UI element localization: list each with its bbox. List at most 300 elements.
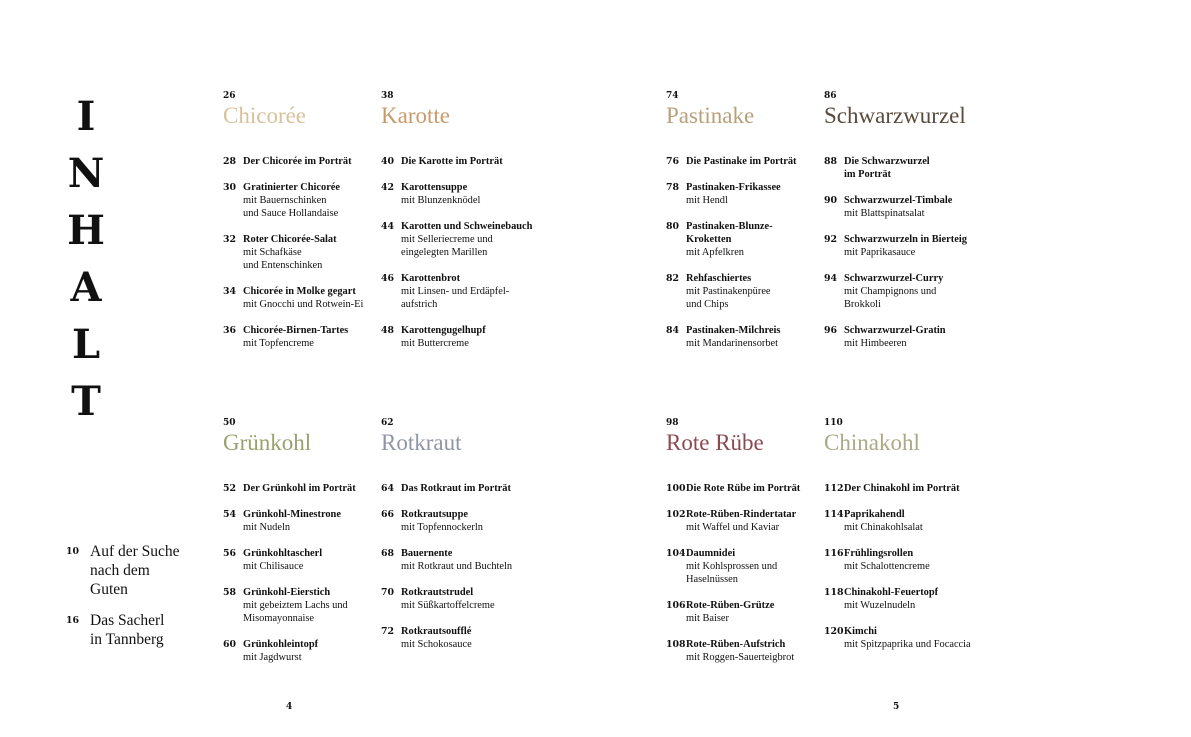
entry-subtitle-line: mit Spitzpaprika und Focaccia — [844, 639, 971, 650]
entry-subtitle-line: mit Hendl — [686, 195, 728, 206]
entry-body — [844, 155, 974, 181]
entry-subtitle-line: mit Rotkraut und Buchteln — [401, 561, 513, 572]
entry-subtitle-line: mit Süßkartoffelcreme — [401, 600, 495, 611]
intro-page-number: 10 — [66, 546, 80, 557]
entry-subtitle — [686, 285, 816, 311]
entry-body — [401, 181, 531, 207]
entry-page-number: 46 — [381, 273, 395, 284]
entry-page-number: 30 — [223, 182, 237, 193]
entry-title — [686, 324, 816, 337]
entry-page-number: 116 — [824, 548, 844, 559]
entry-subtitle-line: mit Jagdwurst — [243, 652, 302, 663]
intro-title-line: Das Sacherl — [90, 612, 165, 629]
entry-page-number: 54 — [223, 509, 237, 520]
title-letter: N — [67, 150, 105, 197]
section-page-number: 62 — [381, 418, 394, 428]
entry-title-line: Grünkohl-Eierstich — [243, 587, 331, 598]
entry-subtitle-line: mit gebeiztem Lachs und — [243, 600, 348, 611]
section-title: Chicorée — [223, 103, 307, 128]
entry-title-line: Paprikahendl — [844, 509, 905, 520]
section-title: Pastinake — [666, 103, 755, 128]
entry-title-line: Karotten und Schweinebauch — [401, 221, 533, 232]
entry-title — [844, 194, 974, 207]
section-title: Schwarzwurzel — [824, 103, 966, 128]
entry-title-line: Schwarzwurzel-Curry — [844, 273, 944, 284]
toc-entry — [666, 272, 816, 311]
entry-body — [243, 285, 373, 311]
section-schwarzwurzel — [824, 90, 974, 363]
entry-subtitle — [844, 337, 974, 350]
entry-title-line: Kimchi — [844, 626, 877, 637]
toc-entry — [223, 155, 373, 168]
entry-body — [686, 547, 816, 586]
entry-title-line: Rotkrautsuppe — [401, 509, 468, 520]
entry-subtitle — [686, 560, 816, 586]
entry-body — [844, 272, 974, 311]
entry-page-number: 44 — [381, 221, 395, 232]
toc-entry — [223, 482, 373, 495]
entry-title-line: Schwarzwurzeln in Bierteig — [844, 234, 967, 245]
entry-title — [686, 220, 816, 246]
entry-body — [401, 324, 531, 350]
entry-title — [686, 181, 816, 194]
entry-subtitle-line: mit Apfelkren — [686, 247, 745, 258]
entry-body — [401, 586, 531, 612]
entry-subtitle — [243, 651, 373, 664]
entry-subtitle-line: Brokkoli — [844, 299, 881, 310]
toc-entry — [381, 586, 531, 612]
intro-title-line: Guten — [90, 581, 128, 598]
toc-entry — [824, 233, 974, 259]
toc-entry — [666, 220, 816, 259]
entry-body — [844, 233, 974, 259]
intro-list — [66, 542, 206, 661]
entry-title-line: Rotkrautstrudel — [401, 587, 474, 598]
entry-subtitle-line: mit Chilisauce — [243, 561, 304, 572]
entry-body — [243, 155, 373, 168]
entry-subtitle-line: Haselnüssen — [686, 574, 738, 585]
entry-title — [401, 586, 531, 599]
entry-title-line: im Porträt — [844, 169, 892, 180]
entry-subtitle — [401, 337, 531, 350]
entry-subtitle-line: und Chips — [686, 299, 729, 310]
entry-subtitle-line: mit Wuzelnudeln — [844, 600, 916, 611]
entry-subtitle — [243, 599, 373, 625]
entry-title — [243, 586, 373, 599]
toc-entry — [223, 547, 373, 573]
entry-title — [243, 285, 373, 298]
entry-subtitle-line: mit Buttercreme — [401, 338, 469, 349]
entry-subtitle-line: mit Waffel und Kaviar — [686, 522, 780, 533]
entry-body — [686, 324, 816, 350]
entry-page-number: 82 — [666, 273, 680, 284]
section-title: Chinakohl — [824, 430, 920, 455]
section-rote-ruebe — [666, 417, 816, 677]
toc-entry — [381, 272, 531, 311]
entry-title-line: Der Chicorée im Porträt — [243, 156, 352, 167]
entry-body — [243, 586, 373, 625]
entry-title-line: Der Grünkohl im Porträt — [243, 483, 356, 494]
entry-subtitle — [844, 207, 974, 220]
entry-title-line: Karottensuppe — [401, 182, 468, 193]
toc-entry — [666, 324, 816, 350]
entry-title — [844, 324, 974, 337]
toc-entry — [223, 285, 373, 311]
entry-title-line: Karottengugelhupf — [401, 325, 486, 336]
entry-page-number: 80 — [666, 221, 680, 232]
entry-body — [401, 482, 531, 495]
toc-entry — [824, 272, 974, 311]
entry-subtitle — [243, 337, 373, 350]
entry-page-number: 96 — [824, 325, 838, 336]
entry-subtitle-line: mit Mandarinensorbet — [686, 338, 779, 349]
entry-subtitle-line: mit Pastinakenpüree — [686, 286, 771, 297]
entry-page-number: 108 — [666, 639, 686, 650]
entry-title-line: Der Chinakohl im Porträt — [844, 483, 960, 494]
entry-title — [844, 625, 974, 638]
toc-entry — [381, 155, 531, 168]
entry-title-line: Chicorée in Molke gegart — [243, 286, 356, 297]
entry-subtitle-line: mit Himbeeren — [844, 338, 907, 349]
intro-title-line: Auf der Suche — [90, 543, 180, 560]
entry-page-number: 90 — [824, 195, 838, 206]
entry-title — [686, 508, 816, 521]
entry-title — [844, 482, 974, 495]
entry-page-number: 64 — [381, 483, 395, 494]
section-title: Karotte — [381, 103, 450, 128]
section-page-number: 38 — [381, 91, 394, 101]
toc-entry — [824, 586, 974, 612]
entry-body — [844, 547, 974, 573]
page-number-right: 5 — [893, 702, 900, 712]
entry-subtitle-line: und Entenschinken — [243, 260, 323, 271]
entry-page-number: 70 — [381, 587, 395, 598]
entry-body — [243, 547, 373, 573]
entry-subtitle-line: aufstrich — [401, 299, 438, 310]
entry-body — [686, 181, 816, 207]
entry-body — [686, 482, 816, 495]
title-letter: T — [71, 378, 101, 425]
toc-entry — [381, 324, 531, 350]
toc-entry — [381, 482, 531, 495]
toc-entry — [381, 625, 531, 651]
section-gruenkohl — [223, 417, 373, 677]
entry-title — [401, 482, 531, 495]
section-page-number: 110 — [824, 418, 843, 428]
section-pastinake — [666, 90, 816, 363]
title-letter: H — [67, 207, 105, 254]
intro-title — [90, 611, 164, 649]
entry-title-line: Gratinierter Chicorée — [243, 182, 341, 193]
entry-page-number: 68 — [381, 548, 395, 559]
section-karotte — [381, 90, 531, 363]
toc-entry — [381, 220, 531, 259]
entry-subtitle-line: mit Schafkäse — [243, 247, 302, 258]
entry-title-line: Rote-Rüben-Aufstrich — [686, 639, 786, 650]
entry-title — [243, 638, 373, 651]
entry-subtitle — [686, 337, 816, 350]
entry-title-line: Schwarzwurzel-Gratin — [844, 325, 946, 336]
entry-title — [243, 155, 373, 168]
toc-entry — [824, 547, 974, 573]
title-letter: L — [71, 321, 101, 368]
entry-title — [686, 482, 816, 495]
intro-title-line: in Tannberg — [90, 631, 164, 648]
toc-entry — [666, 181, 816, 207]
entry-body — [243, 508, 373, 534]
section-title: Rotkraut — [381, 430, 462, 455]
entry-subtitle-line: mit Schokosauce — [401, 639, 472, 650]
entry-title-line: Die Schwarzwurzel — [844, 156, 930, 167]
entry-page-number: 118 — [824, 587, 844, 598]
entry-subtitle-line: mit Bauernschinken — [243, 195, 327, 206]
entry-subtitle — [686, 521, 816, 534]
entry-body — [844, 194, 974, 220]
entry-title-line: Pastinaken-Frikassee — [686, 182, 781, 193]
entry-title — [401, 220, 532, 233]
inhalt-title — [56, 88, 116, 430]
entry-title-line: Das Rotkraut im Porträt — [401, 483, 511, 494]
toc-entry — [223, 233, 373, 272]
entry-subtitle — [243, 521, 373, 534]
intro-entry — [66, 542, 206, 599]
toc-entry — [824, 155, 974, 181]
entry-page-number: 48 — [381, 325, 395, 336]
entry-title-line: Frühlingsrollen — [844, 548, 914, 559]
toc-entry — [666, 599, 816, 625]
entry-title — [686, 599, 816, 612]
entry-title — [844, 586, 974, 599]
toc-entry — [223, 324, 373, 350]
toc-entry — [223, 508, 373, 534]
intro-page-number: 16 — [66, 615, 80, 626]
toc-entry — [381, 547, 531, 573]
entry-title-line: Bauernente — [401, 548, 453, 559]
entry-body — [844, 625, 974, 651]
entry-page-number: 100 — [666, 483, 686, 494]
entry-subtitle — [401, 599, 531, 612]
entry-body — [243, 482, 373, 495]
entry-title-line: Pastinaken-Milchreis — [686, 325, 781, 336]
entry-page-number: 36 — [223, 325, 237, 336]
entry-title-line: Die Pastinake im Porträt — [686, 156, 797, 167]
entry-subtitle-line: mit Nudeln — [243, 522, 291, 533]
entry-page-number: 34 — [223, 286, 237, 297]
entry-page-number: 52 — [223, 483, 237, 494]
entry-title-line: Pastinaken-Blunze- — [686, 221, 773, 232]
entry-subtitle — [401, 638, 531, 651]
entry-title — [686, 155, 816, 168]
section-title: Rote Rübe — [666, 430, 764, 455]
entry-body — [844, 508, 974, 534]
entry-body — [401, 547, 531, 573]
entry-title-line: Grünkohleintopf — [243, 639, 319, 650]
entry-page-number: 112 — [824, 483, 844, 494]
entry-title — [401, 547, 531, 560]
section-page-number: 98 — [666, 418, 679, 428]
entry-subtitle — [844, 599, 974, 612]
entry-subtitle-line: mit Baiser — [686, 613, 729, 624]
entry-subtitle — [844, 285, 974, 311]
entry-subtitle — [686, 194, 816, 207]
page-number-left: 4 — [286, 702, 293, 712]
entry-body — [243, 181, 373, 220]
entry-subtitle — [686, 246, 816, 259]
entry-subtitle-line: eingelegten Marillen — [401, 247, 488, 258]
entry-subtitle — [243, 298, 373, 311]
entry-title-line: Rotkrautsoufflé — [401, 626, 472, 637]
intro-title-line: nach dem — [90, 562, 150, 579]
entry-page-number: 72 — [381, 626, 395, 637]
entry-page-number: 66 — [381, 509, 395, 520]
entry-subtitle — [243, 194, 373, 220]
entry-title-line: Grünkohl-Minestrone — [243, 509, 341, 520]
entry-title-line: Rote-Rüben-Grütze — [686, 600, 775, 611]
entry-subtitle-line: mit Topfencreme — [243, 338, 314, 349]
entry-page-number: 104 — [666, 548, 686, 559]
entry-title — [243, 181, 373, 194]
entry-page-number: 88 — [824, 156, 838, 167]
entry-subtitle — [401, 285, 531, 311]
toc-entry — [824, 625, 974, 651]
entry-body — [686, 638, 816, 664]
entry-title — [844, 272, 974, 285]
entry-page-number: 32 — [223, 234, 237, 245]
entry-subtitle-line: und Sauce Hollandaise — [243, 208, 339, 219]
entry-title — [844, 547, 974, 560]
entry-title — [243, 233, 373, 246]
entry-body — [401, 508, 531, 534]
entry-title-line: Daumnidei — [686, 548, 736, 559]
entry-title — [844, 155, 974, 181]
entry-page-number: 92 — [824, 234, 838, 245]
entry-body — [243, 233, 373, 272]
entry-title — [243, 508, 373, 521]
entry-subtitle — [401, 194, 531, 207]
entry-title — [844, 233, 974, 246]
entry-title-line: Rehfaschiertes — [686, 273, 752, 284]
entry-title — [844, 508, 974, 521]
entry-title — [243, 324, 373, 337]
section-title: Grünkohl — [223, 430, 312, 455]
entry-subtitle-line: mit Schalottencreme — [844, 561, 930, 572]
entry-subtitle — [844, 246, 974, 259]
section-page-number: 86 — [824, 91, 837, 101]
toc-entry — [666, 155, 816, 168]
section-page-number: 50 — [223, 418, 236, 428]
entry-title-line: Die Rote Rübe im Porträt — [686, 483, 801, 494]
entry-body — [686, 599, 816, 625]
entry-page-number: 78 — [666, 182, 680, 193]
section-chicoree — [223, 90, 373, 363]
entry-subtitle-line: mit Paprikasauce — [844, 247, 916, 258]
entry-subtitle-line: mit Blattspinatsalat — [844, 208, 925, 219]
entry-title-line: Kroketten — [686, 234, 732, 245]
section-chinakohl — [824, 417, 974, 664]
toc-entry — [666, 547, 816, 586]
section-page-number: 26 — [223, 91, 236, 101]
entry-subtitle-line: mit Chinakohlsalat — [844, 522, 923, 533]
entry-body — [243, 638, 373, 664]
entry-page-number: 58 — [223, 587, 237, 598]
entry-subtitle — [686, 651, 816, 664]
entry-body — [844, 482, 974, 495]
entry-page-number: 94 — [824, 273, 838, 284]
entry-page-number: 28 — [223, 156, 237, 167]
entry-subtitle-line: mit Topfennockerln — [401, 522, 483, 533]
entry-subtitle-line: mit Champignons und — [844, 286, 937, 297]
title-letter: I — [76, 93, 96, 140]
section-page-number: 74 — [666, 91, 679, 101]
entry-title-line: Schwarzwurzel-Timbale — [844, 195, 953, 206]
entry-subtitle — [844, 638, 974, 651]
entry-subtitle-line: mit Gnocchi und Rotwein-Ei — [243, 299, 364, 310]
entry-title-line: Roter Chicorée-Salat — [243, 234, 337, 245]
entry-page-number: 42 — [381, 182, 395, 193]
entry-page-number: 120 — [824, 626, 844, 637]
entry-title — [401, 272, 531, 285]
entry-body — [401, 155, 531, 168]
entry-page-number: 114 — [824, 509, 844, 520]
entry-title — [686, 638, 816, 651]
entry-subtitle-line: mit Roggen-Sauerteigbrot — [686, 652, 795, 663]
entry-subtitle-line: mit Linsen- und Erdäpfel- — [401, 286, 510, 297]
toc-entry — [223, 638, 373, 664]
entry-title-line: Chinakohl-Feuertopf — [844, 587, 939, 598]
entry-title-line: Karottenbrot — [401, 273, 461, 284]
entry-subtitle-line: mit Blunzenknödel — [401, 195, 481, 206]
entry-body — [401, 272, 531, 311]
entry-page-number: 60 — [223, 639, 237, 650]
intro-title — [90, 542, 180, 599]
entry-title — [401, 181, 531, 194]
entry-subtitle — [243, 560, 373, 573]
entry-body — [401, 220, 532, 259]
entry-body — [844, 324, 974, 350]
entry-page-number: 40 — [381, 156, 395, 167]
entry-page-number: 102 — [666, 509, 686, 520]
entry-body — [686, 220, 816, 259]
entry-title — [401, 625, 531, 638]
entry-subtitle — [844, 560, 974, 573]
entry-title — [686, 272, 816, 285]
toc-entry — [223, 181, 373, 220]
entry-page-number: 56 — [223, 548, 237, 559]
entry-title — [243, 547, 373, 560]
toc-entry — [223, 586, 373, 625]
entry-title — [401, 324, 531, 337]
entry-page-number: 84 — [666, 325, 680, 336]
entry-title-line: Grünkohltascherl — [243, 548, 323, 559]
intro-entry — [66, 611, 206, 649]
entry-body — [401, 625, 531, 651]
entry-body — [686, 272, 816, 311]
entry-title-line: Rote-Rüben-Rindertatar — [686, 509, 797, 520]
entry-body — [243, 324, 373, 350]
entry-page-number: 106 — [666, 600, 686, 611]
entry-subtitle — [686, 612, 816, 625]
entry-subtitle — [401, 521, 531, 534]
entry-title — [401, 155, 531, 168]
toc-entry — [824, 194, 974, 220]
entry-title — [686, 547, 816, 560]
entry-subtitle-line: mit Selleriecreme und — [401, 234, 493, 245]
toc-entry — [666, 482, 816, 495]
entry-title — [401, 508, 531, 521]
entry-subtitle-line: Misomayonnaise — [243, 613, 314, 624]
entry-subtitle — [243, 246, 373, 272]
toc-entry — [666, 638, 816, 664]
